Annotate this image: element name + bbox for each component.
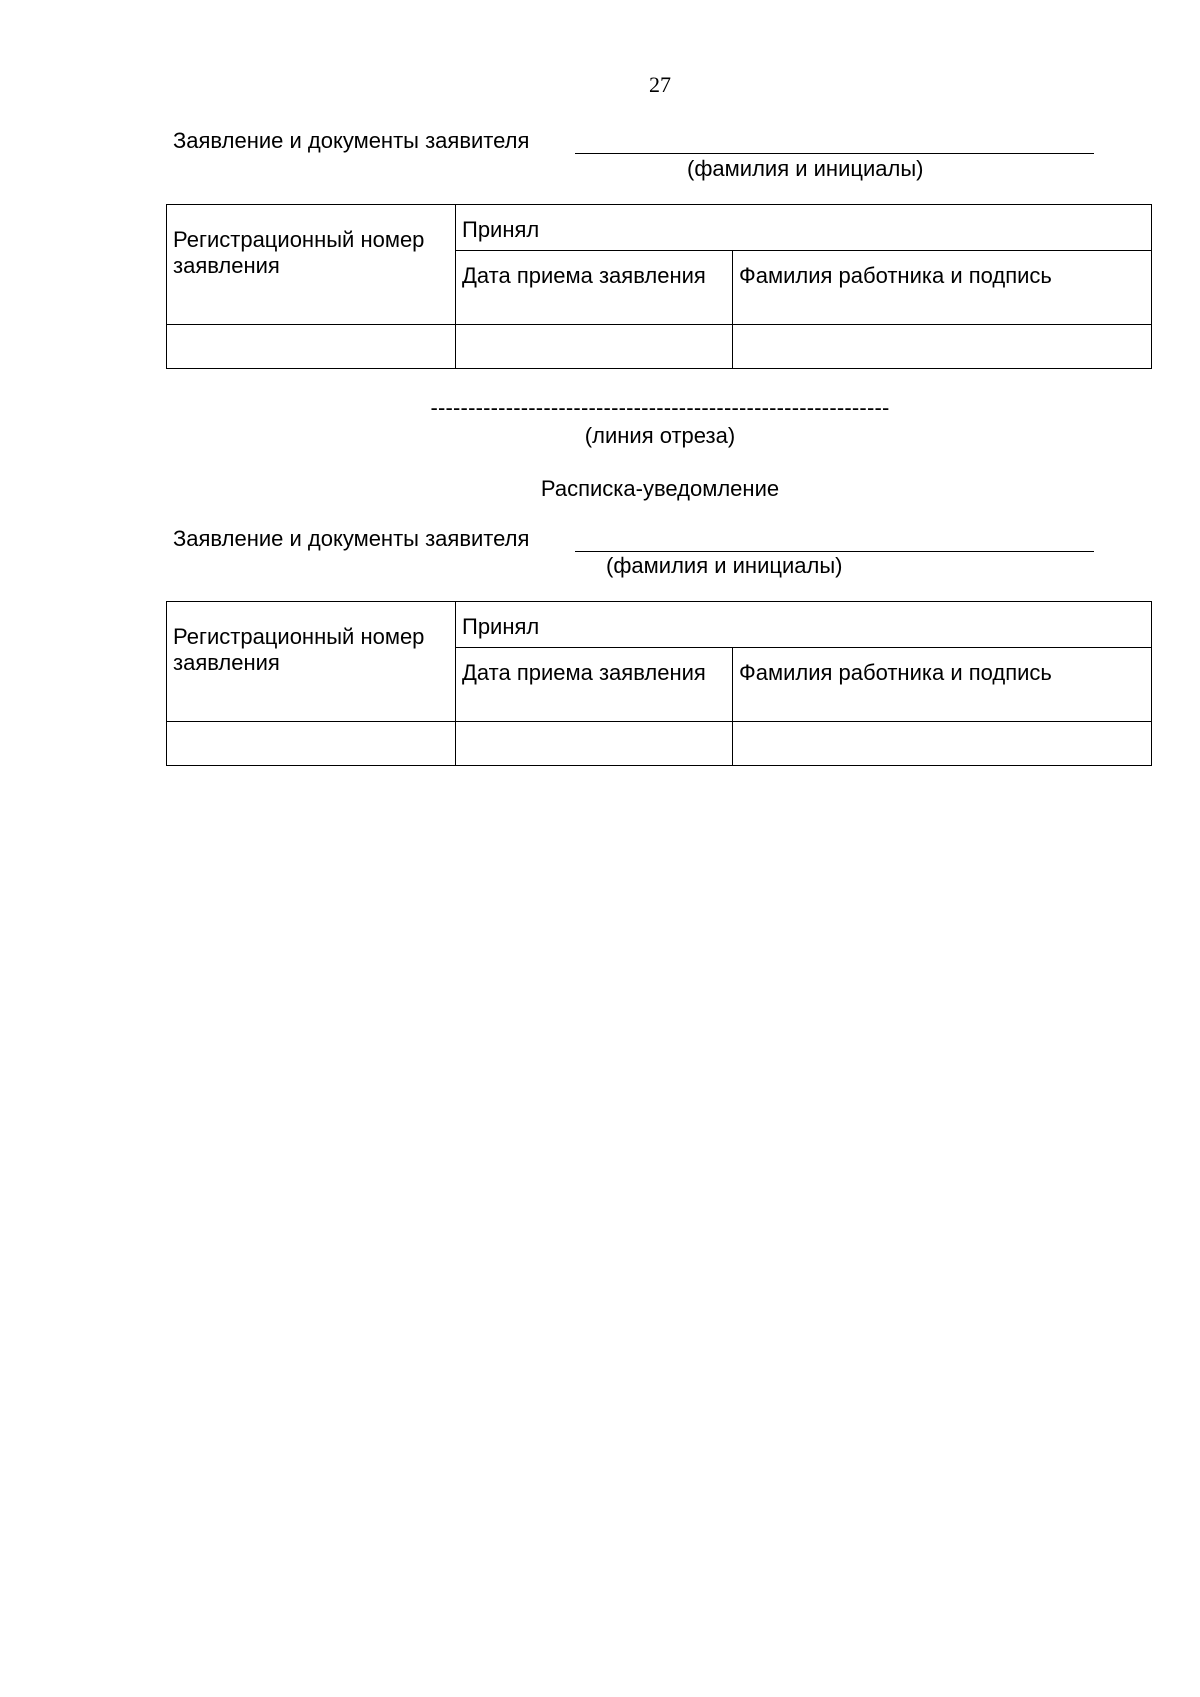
- applicant-label: Заявление и документы заявителя: [173, 128, 530, 153]
- employee-header: Фамилия работника и подпись: [733, 251, 1152, 325]
- cut-line: -------------------------------------------------------------: [430, 395, 890, 420]
- reg-number-cell[interactable]: [167, 325, 456, 369]
- date-header: Дата приема заявления: [456, 648, 733, 722]
- reg-number-cell[interactable]: [167, 722, 456, 766]
- reg-number-header: Регистрационный номер заявления: [167, 205, 456, 325]
- cut-caption: (линия отреза): [584, 423, 736, 448]
- name-caption: (фамилия и инициалы): [606, 553, 843, 578]
- applicant-name-field[interactable]: [575, 525, 1094, 552]
- employee-cell[interactable]: [733, 722, 1152, 766]
- applicant-label: Заявление и документы заявителя: [173, 526, 530, 551]
- name-caption: (фамилия и инициалы): [687, 156, 924, 181]
- date-header: Дата приема заявления: [456, 251, 733, 325]
- accepted-header: Принял: [456, 602, 1152, 648]
- accepted-header: Принял: [456, 205, 1152, 251]
- receipt-table: [166, 601, 1152, 766]
- date-cell[interactable]: [456, 722, 733, 766]
- receipt-title: Расписка-уведомление: [540, 476, 780, 501]
- page-number: 27: [649, 72, 671, 97]
- employee-cell[interactable]: [733, 325, 1152, 369]
- employee-header: Фамилия работника и подпись: [733, 648, 1152, 722]
- reg-number-header: Регистрационный номер заявления: [167, 602, 456, 722]
- date-cell[interactable]: [456, 325, 733, 369]
- receipt-table: [166, 204, 1152, 369]
- applicant-name-field[interactable]: [575, 127, 1094, 154]
